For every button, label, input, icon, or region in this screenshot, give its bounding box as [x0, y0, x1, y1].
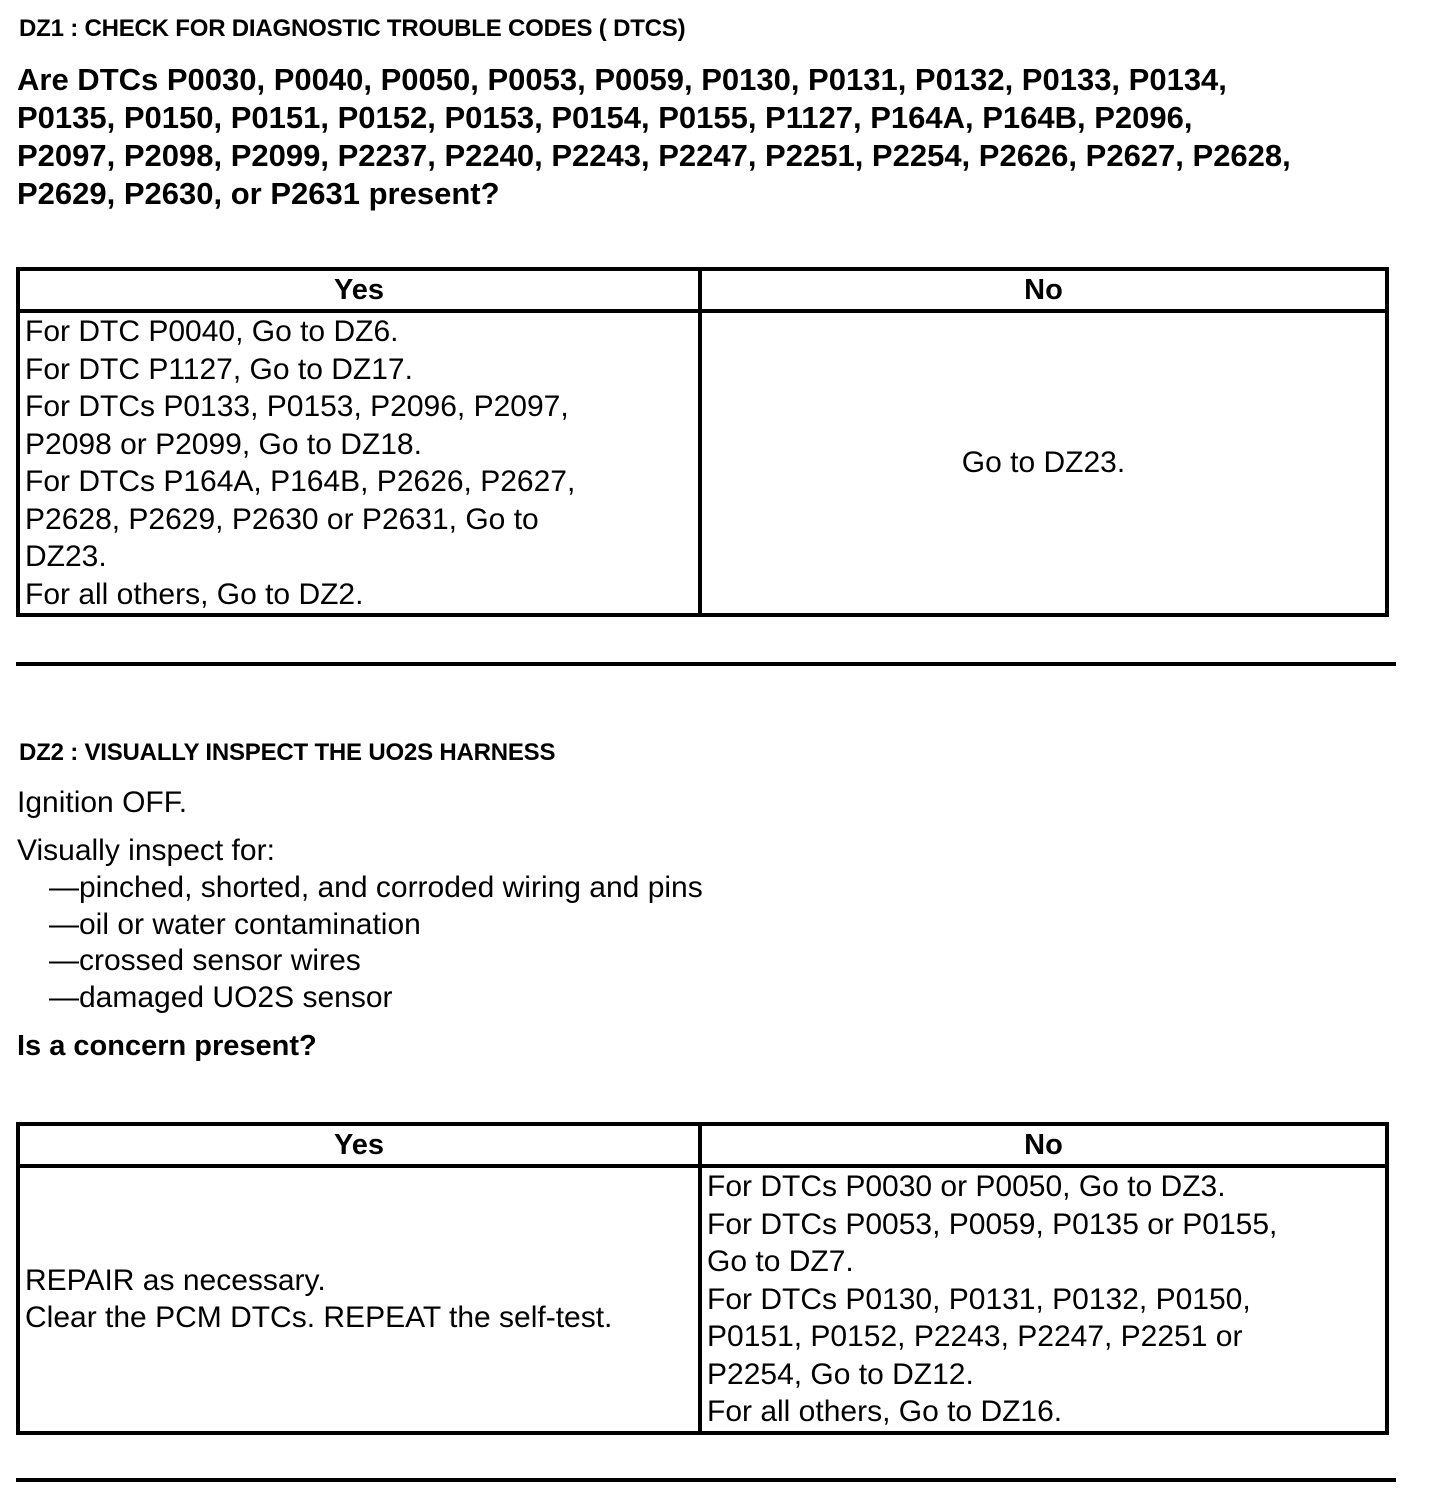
no-cell-line: P2254, Go to DZ12.	[707, 1357, 974, 1391]
yes-cell	[18, 311, 700, 615]
dz2-result-table	[16, 1122, 1389, 1435]
section-divider	[16, 1478, 1396, 1482]
dz2-inspect-intro: Visually inspect for:	[17, 834, 275, 867]
yes-cell-line: P2098 or P2099, Go to DZ18.	[25, 427, 422, 461]
dz1-question-line: P2629, P2630, or P2631 present?	[17, 176, 500, 211]
list-item: —crossed sensor wires	[49, 944, 361, 977]
yes-cell-line: REPAIR as necessary.	[25, 1263, 326, 1297]
no-cell-line: For all others, Go to DZ16.	[707, 1395, 1063, 1428]
dz2-question: Is a concern present?	[17, 1030, 317, 1062]
no-cell-line: For DTCs P0030 or P0050, Go to DZ3.	[707, 1170, 1226, 1203]
yes-cell-line: For DTC P0040, Go to DZ6.	[25, 315, 399, 348]
dz2-step-ignition: Ignition OFF.	[17, 786, 188, 819]
no-column-header: No	[700, 1124, 1387, 1166]
dz1-heading: DZ1 : CHECK FOR DIAGNOSTIC TROUBLE CODES ( DTCS)	[19, 15, 686, 42]
table-row	[18, 1166, 1387, 1433]
table-header-row	[18, 269, 1387, 311]
list-item: —oil or water contamination	[49, 907, 421, 941]
yes-column-header: Yes	[18, 269, 700, 311]
list-item: —damaged UO2S sensor	[49, 980, 393, 1014]
dz1-question-line: P0135, P0150, P0151, P0152, P0153, P0154, P0155, P1127, P164A, P164B, P2096,	[17, 100, 1193, 135]
section-divider	[16, 662, 1396, 666]
no-cell-line: Go to DZ7.	[707, 1245, 854, 1278]
yes-cell-line: P2628, P2629, P2630 or P2631, Go to	[25, 502, 539, 536]
no-cell-line: For DTCs P0053, P0059, P0135 or P0155,	[707, 1207, 1278, 1241]
dz1-question	[17, 61, 1291, 213]
no-cell: Go to DZ23.	[700, 311, 1387, 615]
list-item: —pinched, shorted, and corroded wiring and pins	[49, 871, 703, 904]
yes-cell-line: For DTCs P0133, P0153, P2096, P2097,	[25, 390, 569, 423]
dz1-result-table	[16, 267, 1389, 617]
no-column-header: No	[700, 269, 1387, 311]
no-cell	[700, 1166, 1387, 1433]
yes-cell-line: Clear the PCM DTCs. REPEAT the self-test.	[25, 1301, 613, 1335]
no-cell-line: For DTCs P0130, P0131, P0132, P0150,	[707, 1282, 1251, 1316]
dz1-question-line: Are DTCs P0030, P0040, P0050, P0053, P0059, P0130, P0131, P0132, P0133, P0134,	[17, 62, 1227, 97]
yes-cell	[18, 1166, 700, 1433]
dz1-question-line: P2097, P2098, P2099, P2237, P2240, P2243, P2247, P2251, P2254, P2626, P2627, P2628,	[17, 138, 1291, 173]
table-row	[18, 311, 1387, 615]
no-cell-line: P0151, P0152, P2243, P2247, P2251 or	[707, 1320, 1243, 1353]
dz2-heading: DZ2 : VISUALLY INSPECT THE UO2S HARNESS	[19, 739, 556, 766]
yes-column-header: Yes	[18, 1124, 700, 1166]
yes-cell-line: DZ23.	[25, 540, 107, 573]
dz2-inspect-list	[17, 870, 703, 1016]
yes-cell-line: For DTC P1127, Go to DZ17.	[25, 352, 413, 386]
yes-cell-line: For DTCs P164A, P164B, P2626, P2627,	[25, 465, 576, 498]
yes-cell-line: For all others, Go to DZ2.	[25, 577, 364, 611]
table-header-row	[18, 1124, 1387, 1166]
